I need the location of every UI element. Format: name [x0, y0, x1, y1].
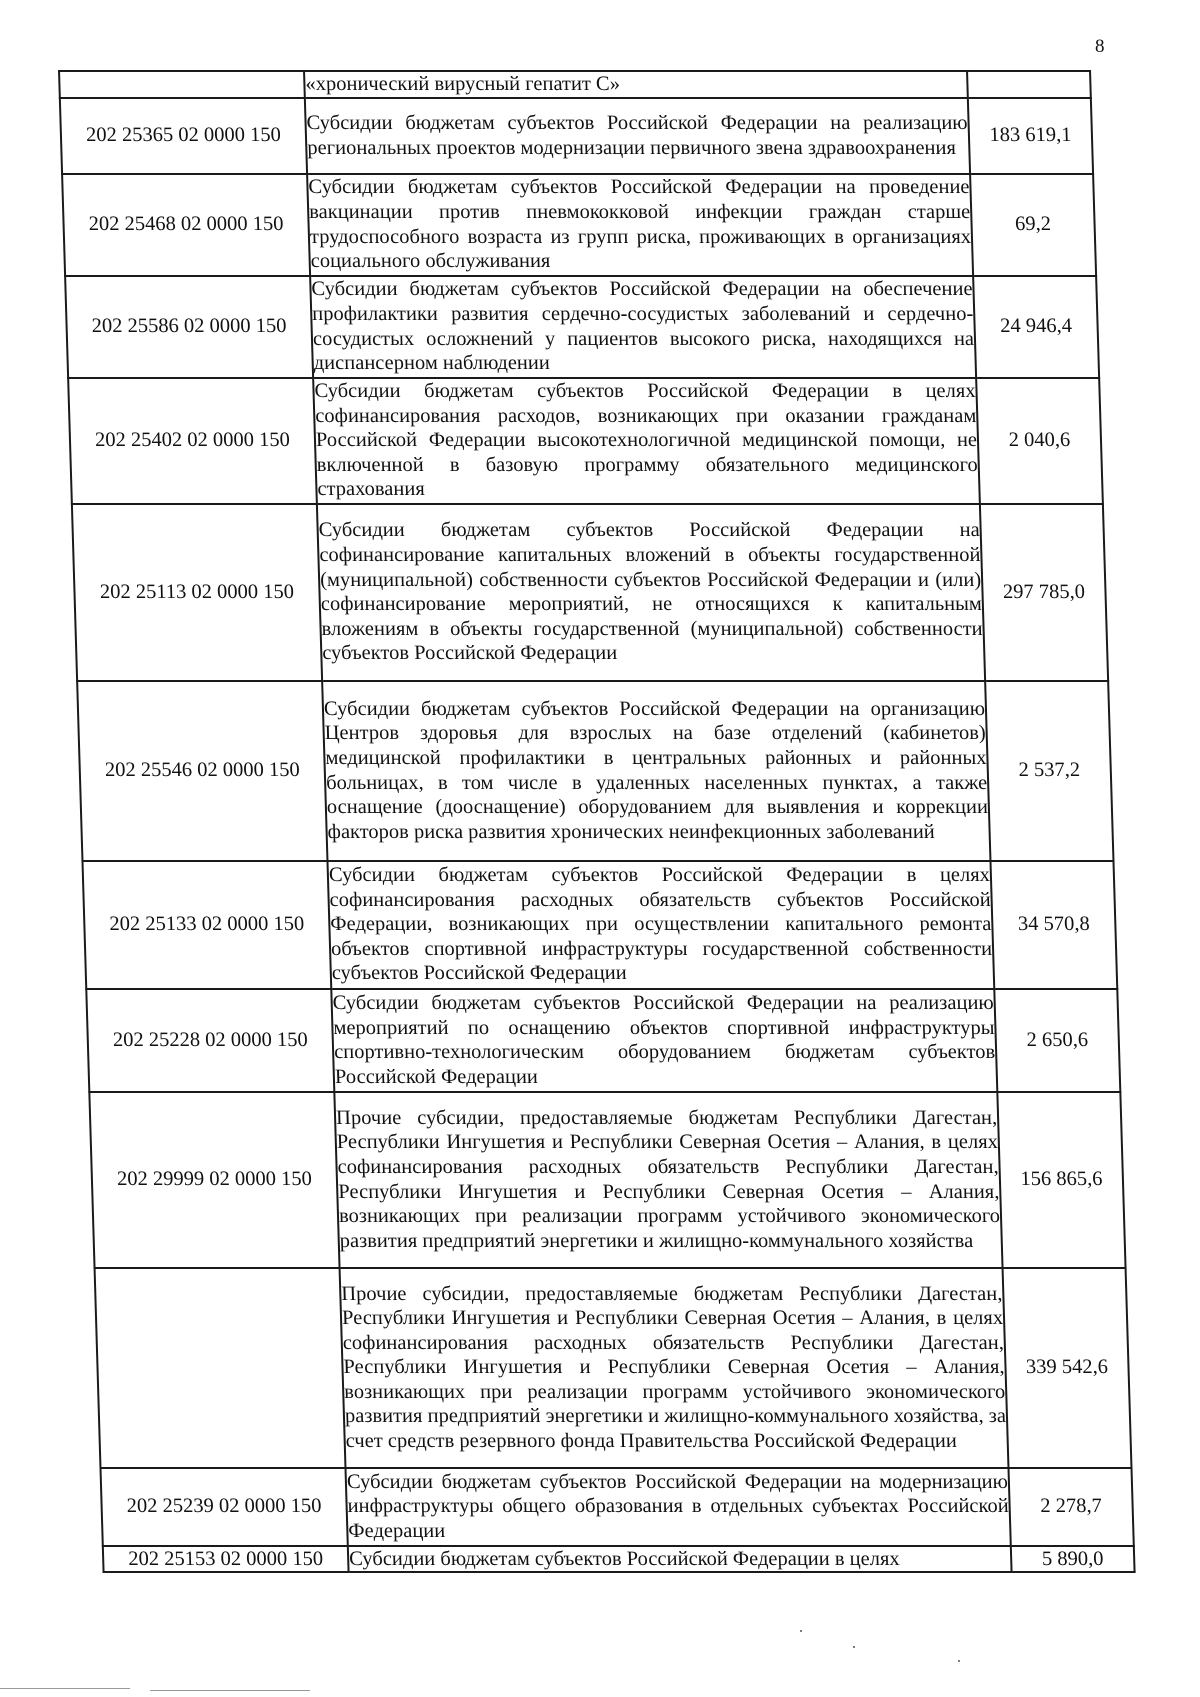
- row-amount: 2 040,6: [976, 378, 1103, 504]
- table-body: [59, 71, 1135, 1572]
- budget-code: 202 29999 02 0000 150: [89, 1092, 339, 1268]
- row-description: Субсидии бюджетам субъектов Российской Федерации на обеспечение профилактики развития сердечно-сосудистых заболеваний и сердечно-сосудистых осложнений у пациентов высокого риска, находящихся на диспансерном наблюдении: [310, 276, 976, 378]
- table-row: [68, 378, 1103, 504]
- row-amount: 2 650,6: [994, 989, 1120, 1092]
- row-amount: 156 865,6: [997, 1092, 1125, 1268]
- budget-code: 202 25133 02 0000 150: [82, 861, 331, 989]
- scan-artifact-dot: [800, 1630, 802, 1632]
- table-row: [103, 1546, 1135, 1573]
- table-row: [62, 174, 1096, 276]
- budget-code: 202 25239 02 0000 150: [100, 1468, 347, 1546]
- budget-code: [95, 1268, 346, 1468]
- table-row: [100, 1468, 1133, 1546]
- row-amount: 69,2: [970, 174, 1096, 276]
- row-description: Субсидии бюджетам субъектов Российской Федерации на реализацию региональных проектов модернизации первичного звена здравоохранения: [305, 98, 970, 174]
- budget-code: [59, 71, 305, 98]
- row-amount: 2 278,7: [1008, 1468, 1133, 1546]
- table-row: [82, 861, 1117, 989]
- table-row: [77, 681, 1113, 861]
- row-description: Субсидии бюджетам субъектов Российской Федерации в целях: [348, 1546, 1012, 1573]
- row-amount: 339 542,6: [1003, 1268, 1132, 1468]
- row-amount: 5 890,0: [1011, 1546, 1135, 1573]
- row-description: Субсидии бюджетам субъектов Российской Федерации в целях софинансирования расходных обязательств субъектов Российской Федерации, возникающих при осуществлении капитального ремонта объектов спортивной инфраструктуры государственной собственности субъектов Российской Федерации: [327, 861, 994, 989]
- table-row: [86, 989, 1120, 1092]
- row-amount: 183 619,1: [968, 98, 1093, 174]
- row-description: Субсидии бюджетам субъектов Российской Федерации на проведение вакцинации против пневмококковой инфекции граждан старше трудоспособного возраста из групп риска, проживающих в организациях социального обслуживания: [307, 174, 973, 276]
- revenue-table: [58, 70, 1136, 1573]
- table-row: [95, 1268, 1132, 1468]
- row-description: Субсидии бюджетам субъектов Российской Федерации в целях софинансирования расходов, возникающих при оказании гражданам Российской Федерации высокотехнологичной медицинской помощи, не включенной в базовую программу обязательного медицинского страхования: [313, 378, 980, 504]
- row-description: Субсидии бюджетам субъектов Российской Федерации на организацию Центров здоровья для взрослых на базе отделений (кабинетов) медицинской профилактики в центральных районных и районных больницах, в том числе в удаленных населенных пунктах, а также оснащение (дооснащение) оборудованием для выявления и коррекции факторов риска развития хронических неинфекционных заболеваний: [322, 681, 990, 861]
- row-description: Субсидии бюджетам субъектов Российской Федерации на реализацию мероприятий по оснащению объектов спортивной инфраструктуры спортивно-технологическим оборудованием бюджетам субъектов Российской Федерации: [331, 989, 997, 1092]
- scan-artifact-dot: [853, 1646, 855, 1648]
- row-description: Прочие субсидии, предоставляемые бюджетам Республики Дагестан, Республики Ингушетия и Республики Северная Осетия – Алания, в целях софинансирования расходных обязательств Республики Дагестан, Республики Ингушетия и Республики Северная Осетия – Алания, возникающих при реализации программ устойчивого экономического развития предприятий энергетики и жилищно-коммунального хозяйства, за счет средств резервного фонда Правительства Российской Федерации: [340, 1268, 1009, 1468]
- table-row: [59, 71, 1091, 98]
- table-row: [89, 1092, 1125, 1268]
- budget-code: 202 25468 02 0000 150: [62, 174, 310, 276]
- budget-code: 202 25546 02 0000 150: [77, 681, 327, 861]
- row-description: Прочие субсидии, предоставляемые бюджетам Республики Дагестан, Республики Ингушетия и Республики Северная Осетия – Алания, в целях софинансирования расходных обязательств Республики Дагестан, Республики Ингушетия и Республики Северная Осетия – Алания, возникающих при реализации программ устойчивого экономического развития предприятий энергетики и жилищно-коммунального хозяйства: [334, 1092, 1002, 1268]
- budget-code: 202 25586 02 0000 150: [65, 276, 313, 378]
- row-description: Субсидии бюджетам субъектов Российской Федерации на модернизацию инфраструктуры общего образования в отдельных субъектах Российской Федерации: [345, 1468, 1010, 1546]
- row-amount: 24 946,4: [973, 276, 1099, 378]
- scan-artifact-line: [150, 1690, 310, 1691]
- budget-code: 202 25402 02 0000 150: [68, 378, 317, 504]
- row-amount: 297 785,0: [980, 504, 1108, 681]
- budget-code: 202 25365 02 0000 150: [60, 98, 307, 174]
- row-amount: 2 537,2: [985, 681, 1113, 861]
- row-description: Субсидии бюджетам субъектов Российской Федерации на софинансирование капитальных вложений в объекты государственной (муниципальной) собственности субъектов Российской Федерации и (или) софинансирование мероприятий, не относящихся к капитальным вложениям в объекты государственной (муниципальной) собственности субъектов Российской Федерации: [317, 504, 985, 681]
- page-number: 8: [1095, 36, 1105, 57]
- row-description: «хронический вирусный гепатит С»: [304, 71, 968, 98]
- budget-code: 202 25228 02 0000 150: [86, 989, 334, 1092]
- table-row: [65, 276, 1099, 378]
- row-amount: 34 570,8: [990, 861, 1117, 989]
- table-row: [60, 98, 1093, 174]
- row-amount: [967, 71, 1091, 98]
- scan-artifact-dot: [958, 1660, 960, 1662]
- budget-code: 202 25153 02 0000 150: [103, 1546, 349, 1573]
- scan-artifact-line: [0, 1688, 130, 1689]
- budget-code: 202 25113 02 0000 150: [72, 504, 322, 681]
- table-row: [72, 504, 1108, 681]
